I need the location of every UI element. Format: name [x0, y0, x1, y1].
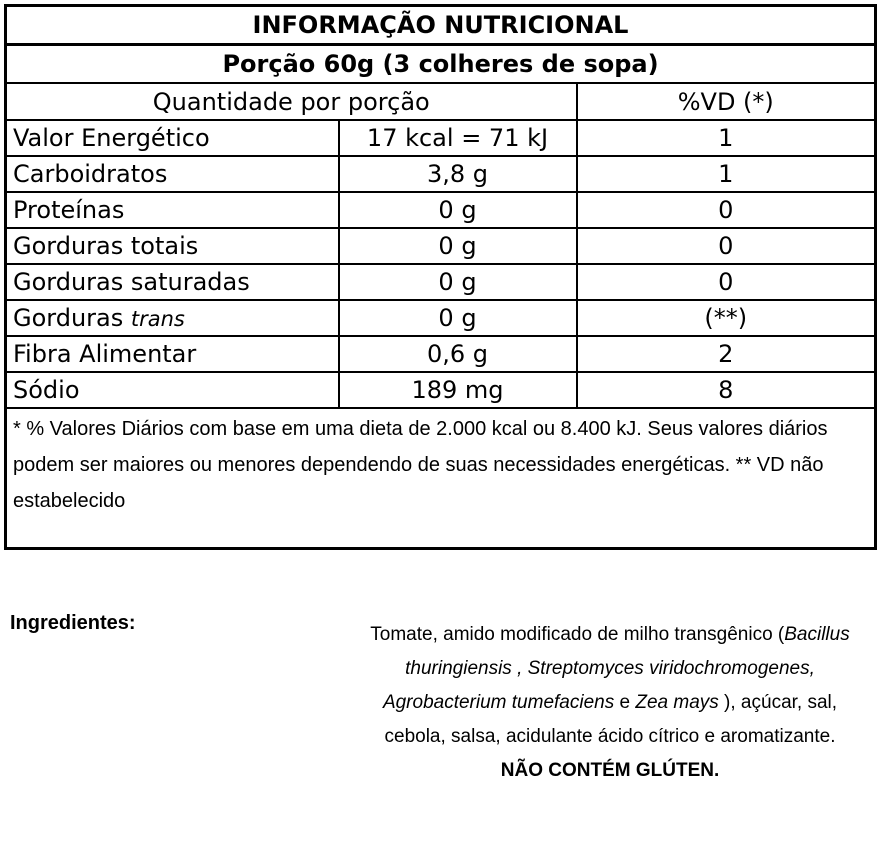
- table-row: [6, 192, 876, 228]
- nutrition-table: [4, 4, 877, 550]
- nutrient-amount: 3,8 g: [339, 156, 577, 192]
- portion-size: Porção 60g (3 colheres de sopa): [6, 45, 876, 84]
- nutrient-amount: 0 g: [339, 300, 577, 336]
- nutrient-amount: 0 g: [339, 192, 577, 228]
- nutrient-daily-value: 1: [577, 120, 876, 156]
- nutrient-daily-value: 8: [577, 372, 876, 408]
- table-row: [6, 336, 876, 372]
- nutrient-name: Valor Energético: [6, 120, 339, 156]
- nutrient-daily-value: 0: [577, 264, 876, 300]
- ingredients-text-part: ), açúcar, sal, cebola, salsa, acidulante ácido cítrico e aromatizante.: [384, 692, 838, 747]
- table-title: INFORMAÇÃO NUTRICIONAL: [6, 6, 876, 45]
- ingredients-text-part: e: [614, 692, 636, 713]
- ingredients-heading: Ingredientes:: [10, 612, 136, 634]
- nutrient-name: Gorduras: [13, 304, 124, 332]
- nutrient-name-italic: trans: [130, 307, 185, 331]
- nutrient-amount: 189 mg: [339, 372, 577, 408]
- nutrient-daily-value: 0: [577, 228, 876, 264]
- nutrient-daily-value: (**): [577, 300, 876, 336]
- nutrient-name-cell: [6, 300, 339, 336]
- footnote: * % Valores Diários com base em uma dieta de 2.000 kcal ou 8.400 kJ. Seus valores diários podem ser maiores ou menores dependendo de suas necessidades energéticas. ** VD não estabelecido: [6, 408, 876, 549]
- table-row: [6, 156, 876, 192]
- nutrient-name: Gorduras saturadas: [6, 264, 339, 300]
- nutrient-amount: 0 g: [339, 228, 577, 264]
- ingredients-text-part: Tomate, amido modificado de milho transgênico (: [370, 624, 785, 645]
- nutrient-amount: 0 g: [339, 264, 577, 300]
- nutrient-amount: 17 kcal = 71 kJ: [339, 120, 577, 156]
- nutrient-daily-value: 2: [577, 336, 876, 372]
- nutrient-amount: 0,6 g: [339, 336, 577, 372]
- table-row: [6, 372, 876, 408]
- nutrient-name: Fibra Alimentar: [6, 336, 339, 372]
- table-row: [6, 120, 876, 156]
- ingredients-species: Bacillus thuringiensis , Streptomyces viridochromogenes, Agrobacterium tumefaciens: [382, 624, 850, 713]
- nutrient-daily-value: 0: [577, 192, 876, 228]
- nutrient-name: Carboidratos: [6, 156, 339, 192]
- nutrient-name: Proteínas: [6, 192, 339, 228]
- ingredients-text: [350, 618, 870, 788]
- table-row: [6, 264, 876, 300]
- nutrient-name: Sódio: [6, 372, 339, 408]
- nutrient-name: Gorduras totais: [6, 228, 339, 264]
- header-daily-value: %VD (*): [577, 83, 876, 120]
- gluten-notice: NÃO CONTÉM GLÚTEN.: [500, 760, 720, 781]
- ingredients-species: Zea mays: [635, 692, 719, 713]
- nutrient-daily-value: 1: [577, 156, 876, 192]
- table-row: [6, 228, 876, 264]
- table-row: [6, 300, 876, 336]
- header-quantity: Quantidade por porção: [6, 83, 577, 120]
